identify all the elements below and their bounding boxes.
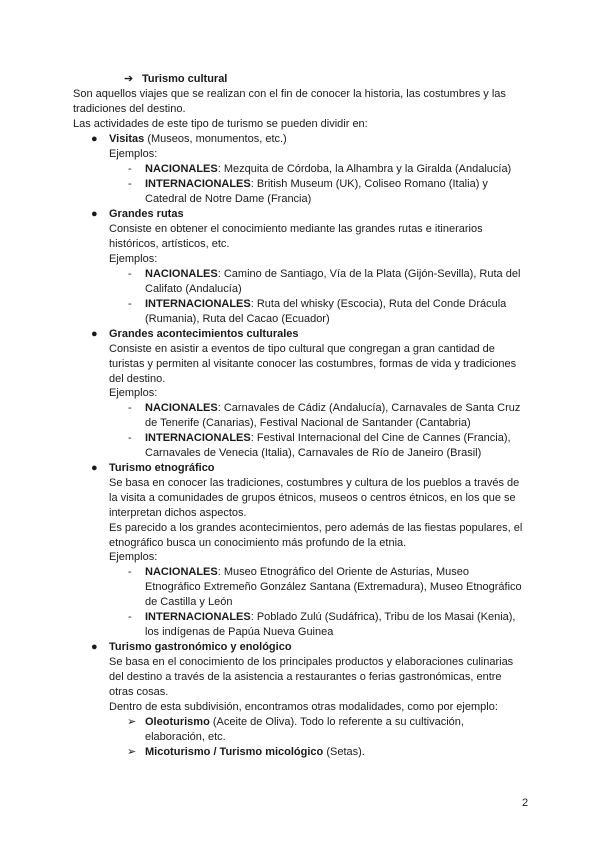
etnografico-desc-2: la visita a comunidades de grupos étnicos, museos o centros étnicos, en los que se bbox=[109, 492, 516, 504]
gastronomico-desc-4: Dentro de esta subdivisión, encontramos otras modalidades, como por ejemplo: bbox=[109, 701, 498, 713]
micoturismo-item: Micoturismo / Turismo micológico (Setas). bbox=[145, 746, 365, 758]
acontecimientos-nacionales-cont: de Tenerife (Canarias), Festival Nacional de Santander (Cantabria) bbox=[145, 417, 471, 429]
arrowhead-icon: ➢ bbox=[127, 746, 137, 758]
visitas-internacionales: INTERNACIONALES: British Museum (UK), Coliseo Romano (Italia) y bbox=[145, 178, 488, 190]
acontecimientos-desc-1: Consiste en asistir a eventos de tipo cultural que congregan a gran cantidad de bbox=[109, 343, 495, 355]
bullet-icon: ● bbox=[91, 641, 98, 653]
visitas-title-line: Visitas (Museos, monumentos, etc.) bbox=[109, 133, 287, 145]
acontecimientos-title-line bbox=[109, 327, 299, 341]
rutas-internacionales: INTERNACIONALES: Ruta del whisky (Escocia), Ruta del Conde Drácula bbox=[145, 298, 507, 310]
dash-marker: - bbox=[128, 566, 132, 578]
visitas-nacionales: NACIONALES: Mezquita de Córdoba, la Alhambra y la Giralda (Andalucía) bbox=[145, 163, 512, 175]
bullet-icon: ● bbox=[91, 208, 98, 220]
rutas-nacionales-cont: Califato (Andalucía) bbox=[145, 283, 242, 295]
bullet-icon: ● bbox=[91, 328, 98, 340]
acontecimientos-nacionales: NACIONALES: Carnavales de Cádiz (Andalucía), Carnavales de Santa Cruz bbox=[145, 402, 521, 414]
etnografico-nacionales: NACIONALES: Museo Etnográfico del Oriente de Asturias, Museo bbox=[145, 566, 470, 578]
etnografico-nacionales-cont: Etnográfico Extremeño González Santana (Extremadura), Museo Etnográfico bbox=[145, 581, 522, 593]
oleoturismo-item-cont: elaboración, etc. bbox=[145, 731, 226, 743]
intro-line-3: Las actividades de este tipo de turismo se pueden dividir en: bbox=[73, 118, 368, 130]
rutas-internacionales-cont: (Rumania), Ruta del Cacao (Ecuador) bbox=[145, 313, 330, 325]
intro-line-1: Son aquellos viajes que se realizan con el fin de conocer la historia, las costumbres y las bbox=[73, 88, 506, 100]
acontecimientos-examples-label: Ejemplos: bbox=[109, 387, 158, 399]
gastronomico-desc-3: otras cosas. bbox=[109, 686, 169, 698]
gastronomico-desc-2: del destino a través de la asistencia a restaurantes o ferias gastronómicas, entre bbox=[109, 671, 502, 683]
etnografico-desc-1: Se basa en conocer las tradiciones, costumbres y cultura de los pueblos a través de bbox=[109, 477, 520, 489]
acontecimientos-internacionales-cont: Carnavales de Venecia (Italia), Carnavales de Río de Janeiro (Brasil) bbox=[145, 447, 482, 459]
dash-marker: - bbox=[128, 268, 132, 280]
bullet-icon: ● bbox=[91, 133, 98, 145]
dash-marker: - bbox=[128, 611, 132, 623]
acontecimientos-desc-2: turistas y permiten al visitante conocer las costumbres, formas de vida y tradiciones bbox=[109, 358, 517, 370]
acontecimientos-internacionales: INTERNACIONALES: Festival Internacional del Cine de Cannes (Francia), bbox=[145, 432, 511, 444]
section-heading bbox=[124, 72, 227, 86]
rutas-nacionales: NACIONALES: Camino de Santiago, Vía de la Plata (Gijón-Sevilla), Ruta del bbox=[145, 268, 521, 280]
section-title: Turismo cultural bbox=[142, 73, 228, 85]
dash-marker: - bbox=[128, 432, 132, 444]
rutas-desc-2: históricos, artísticos, etc. bbox=[109, 238, 230, 250]
bullet-icon: ● bbox=[91, 462, 98, 474]
etnografico-desc-4: Es parecido a los grandes acontecimientos, pero además de las fiestas populares, el bbox=[109, 522, 523, 534]
etnografico-nacionales-cont: de Castilla y León bbox=[145, 596, 233, 608]
visitas-examples-label: Ejemplos: bbox=[109, 148, 158, 160]
dash-marker: - bbox=[128, 402, 132, 414]
etnografico-title-line bbox=[109, 461, 215, 475]
etnografico-title: Turismo etnográfico bbox=[109, 462, 215, 474]
rutas-title-line bbox=[109, 207, 184, 221]
rutas-title: Grandes rutas bbox=[109, 208, 184, 220]
page-number: 2 bbox=[522, 797, 529, 809]
intro-line-2: tradiciones del destino. bbox=[73, 103, 186, 115]
acontecimientos-title: Grandes acontecimientos culturales bbox=[109, 328, 299, 340]
acontecimientos-desc-3: del destino. bbox=[109, 373, 166, 385]
dash-marker: - bbox=[128, 298, 132, 310]
gastronomico-desc-1: Se basa en el conocimiento de los principales productos y elaboraciones culinarias bbox=[109, 656, 514, 668]
visitas-internacionales-cont: Catedral de Notre Dame (Francia) bbox=[145, 193, 312, 205]
dash-marker: - bbox=[128, 178, 132, 190]
etnografico-internacionales-cont: los indígenas de Papúa Nueva Guinea bbox=[145, 626, 334, 638]
arrow-icon: ➔ bbox=[124, 73, 134, 85]
etnografico-internacionales: INTERNACIONALES: Poblado Zulú (Sudáfrica), Tribu de los Masai (Kenia), bbox=[145, 611, 516, 623]
visitas-title: Visitas bbox=[109, 133, 145, 145]
gastronomico-title: Turismo gastronómico y enológico bbox=[109, 641, 292, 653]
rutas-desc-1: Consiste en obtener el conocimiento mediante las grandes rutas e itinerarios bbox=[109, 223, 483, 235]
oleoturismo-item: Oleoturismo (Aceite de Oliva). Todo lo referente a su cultivación, bbox=[145, 716, 464, 728]
etnografico-desc-3: interpretan dichos aspectos. bbox=[109, 507, 247, 519]
etnografico-examples-label: Ejemplos: bbox=[109, 551, 158, 563]
arrowhead-icon: ➢ bbox=[127, 716, 137, 728]
rutas-examples-label: Ejemplos: bbox=[109, 253, 158, 265]
gastronomico-title-line bbox=[109, 640, 292, 654]
dash-marker: - bbox=[128, 163, 132, 175]
etnografico-desc-5: etnográfico busca un conocimiento más profundo de la etnia. bbox=[109, 537, 407, 549]
